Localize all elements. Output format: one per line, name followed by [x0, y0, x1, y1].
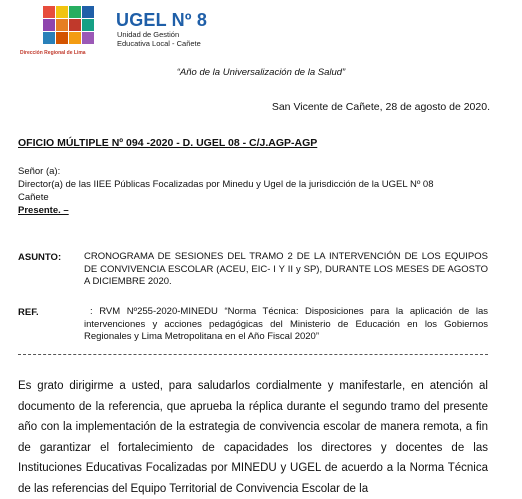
logo-graphic [43, 6, 105, 46]
year-motto: “Año de la Universalización de la Salud” [176, 67, 346, 78]
ugel-logo [43, 6, 105, 46]
body-paragraph: Es grato dirigirme a usted, para saludarlos cordialmente y manifestarle, en atención al documento de la referencia, que aprueba la réplica durante el segundo tramo del presente año con la implementación de la estrategia de convivencia escolar de manera remota, a fin de garantizar el fortalecimiento de capacidades los directores y docentes de las Instituciones Educativas Focalizadas por MINEDU y UGEL de acuerdo a la Norma Técnica de las referencias del Equipo Territorial de Convivencia Escolar de la [18, 380, 488, 495]
salutation: Señor (a): [18, 166, 61, 177]
ugel-subtitle-line-2: Educativa Local - Cañete [117, 38, 201, 48]
ugel-subtitle [117, 31, 201, 48]
logo-caption: Dirección Regional de Lima [20, 50, 86, 56]
oficio-number: OFICIO MÚLTIPLE Nº 094 -2020 - D. UGEL 08 - C/J.AGP-AGP [18, 137, 318, 149]
recipient-line-1: Director(a) de las IIEE Públicas Focalizadas por Minedu y Ugel de la jurisdicción de la UGEL Nº 08 [18, 179, 434, 190]
ugel-subtitle-line-1: Unidad de Gestión [117, 30, 180, 39]
presente: Presente. – [18, 205, 69, 216]
divider [18, 354, 488, 355]
asunto-text: CRONOGRAMA DE SESIONES DEL TRAMO 2 DE LA INTERVENCIÓN DE LOS EQUIPOS DE CONVIVENCIA ESCOLAR (ACEU, EIC- I Y II y SP), DURANTE LOS MESES DE AGOSTO A DICIEMBRE 2020. [84, 251, 488, 287]
ugel-title: UGEL Nº 8 [116, 10, 208, 30]
date-line: San Vicente de Cañete, 28 de agosto de 2020. [271, 101, 490, 113]
ref-label: REF. [18, 307, 39, 318]
asunto-label: ASUNTO: [18, 252, 62, 263]
ref-text: : RVM Nº255-2020-MINEDU “Norma Técnica: Disposiciones para la aplicación de las intervenciones y acciones pedagógicas del Ministerio de Educación en los Gobiernos Regionales y Lima Metropolitana en el Año Fiscal 2020” [84, 306, 488, 342]
recipient-line-2: Cañete [18, 192, 49, 203]
